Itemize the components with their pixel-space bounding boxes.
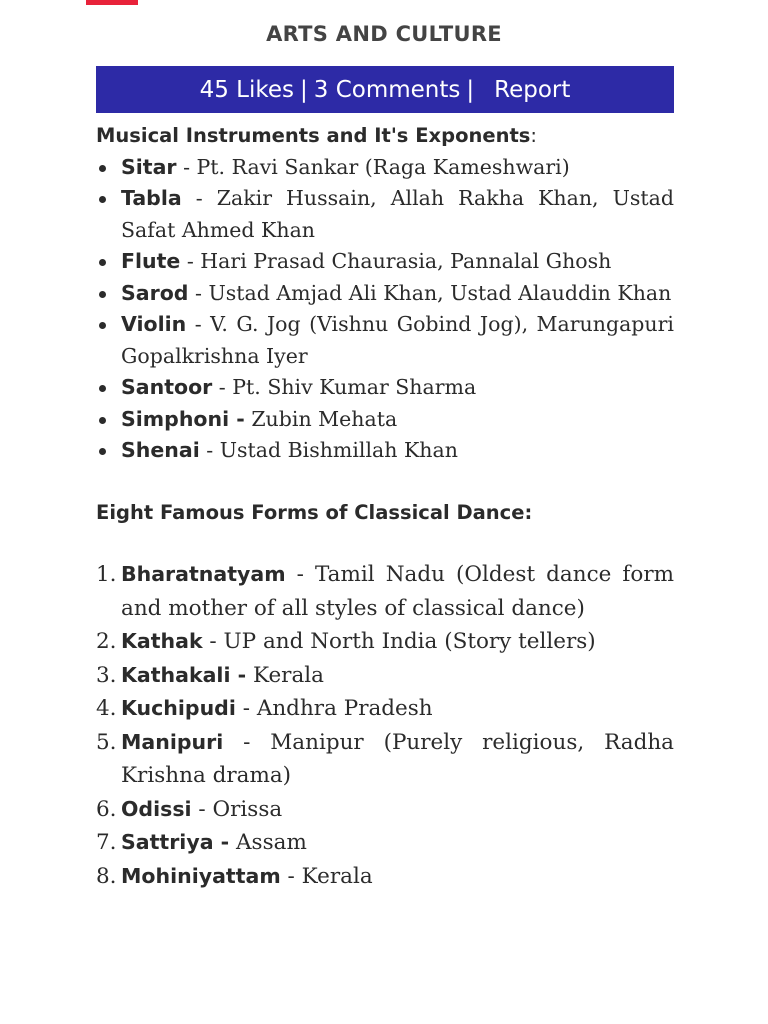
stats-separator: | — [300, 76, 308, 103]
instrument-name: Flute — [121, 249, 181, 273]
article-body — [96, 120, 674, 893]
dances-list — [96, 558, 674, 893]
likes-count[interactable]: 45 Likes — [199, 76, 295, 103]
list-item: Sitar - Pt. Ravi Sankar (Raga Kameshwari) — [96, 152, 674, 184]
dance-name: Kathak — [121, 629, 203, 653]
section-spacer — [96, 528, 674, 558]
instrument-exponents: Pt. Ravi Sankar (Raga Kameshwari) — [196, 154, 570, 179]
dance-name: Kuchipudi — [121, 696, 236, 720]
instrument-name: Sitar — [121, 154, 177, 179]
list-number: 3. — [96, 662, 117, 688]
instrument-name: Santoor — [121, 375, 213, 399]
dance-name: Kathakali - — [121, 662, 247, 687]
instrument-name: Simphoni - — [121, 406, 245, 431]
list-number: 7. — [96, 830, 117, 855]
list-item: 5. Manipuri - Manipur (Purely religious, Radha Krishna drama) — [96, 726, 674, 793]
list-number: 1. — [96, 562, 117, 587]
list-item: Sarod - Ustad Amjad Ali Khan, Ustad Alauddin Khan — [96, 278, 674, 310]
stats-bar — [96, 66, 674, 113]
stats-separator: | — [466, 76, 475, 103]
dance-region: Andhra Pradesh — [256, 696, 433, 721]
page-title: ARTS AND CULTURE — [266, 22, 502, 46]
bullet-icon — [99, 448, 106, 455]
bullet-icon — [99, 322, 106, 329]
dance-region: Orissa — [212, 796, 283, 822]
list-number: 2. — [96, 629, 117, 654]
list-item — [96, 659, 674, 693]
instrument-exponents: Ustad Amjad Ali Khan, Ustad Alauddin Khan — [208, 280, 672, 305]
list-item: Shenai - Ustad Bishmillah Khan — [96, 435, 674, 467]
dance-region: Manipur (Purely religious, Radha Krishna drama) — [121, 729, 674, 788]
bullet-icon — [99, 385, 106, 392]
list-item — [96, 826, 674, 860]
instruments-list — [96, 152, 674, 467]
dance-region: UP and North India (Story tellers) — [223, 629, 596, 654]
instrument-exponents: Zubin Mehata — [251, 406, 398, 431]
dance-name: Bharatnatyam — [121, 562, 286, 586]
dance-region: Assam — [236, 830, 307, 855]
instrument-exponents: Pt. Shiv Kumar Sharma — [232, 375, 477, 399]
bullet-icon — [99, 417, 106, 424]
dance-name: Mohiniyattam — [121, 863, 281, 888]
list-item: Violin - V. G. Jog (Vishnu Gobind Jog), Marungapuri Gopalkrishna Iyer — [96, 309, 674, 372]
top-accent-mark — [86, 0, 138, 5]
list-number: 6. — [96, 796, 117, 822]
list-number: 5. — [96, 729, 117, 755]
dance-region: Tamil Nadu (Oldest dance form and mother of all styles of classical dance) — [121, 562, 674, 621]
list-item: 4. Kuchipudi - Andhra Pradesh — [96, 692, 674, 726]
report-link[interactable]: Report — [494, 76, 571, 103]
bullet-icon — [99, 196, 106, 203]
instrument-name: Sarod — [121, 280, 189, 305]
list-item: 6. Odissi - Orissa — [96, 793, 674, 827]
bullet-icon — [99, 165, 106, 172]
instrument-exponents: Zakir Hussain, Allah Rakha Khan, Ustad Safat Ahmed Khan — [121, 186, 674, 242]
instrument-exponents: Hari Prasad Chaurasia, Pannalal Ghosh — [200, 249, 612, 273]
list-number: 8. — [96, 863, 117, 889]
list-item: 8. Mohiniyattam - Kerala — [96, 860, 674, 894]
list-item: 1. Bharatnatyam - Tamil Nadu (Oldest dance form and mother of all styles of classical dance) — [96, 558, 674, 625]
instrument-exponents: V. G. Jog (Vishnu Gobind Jog), Marungapuri Gopalkrishna Iyer — [121, 312, 674, 368]
list-item — [96, 404, 674, 436]
instrument-name: Shenai — [121, 438, 200, 462]
dance-name: Manipuri — [121, 729, 224, 754]
dances-heading: Eight Famous Forms of Classical Dance: — [96, 500, 533, 524]
comments-count[interactable]: 3 Comments — [313, 76, 461, 103]
list-item: 2. Kathak - UP and North India (Story tellers) — [96, 625, 674, 659]
list-item: Flute - Hari Prasad Chaurasia, Pannalal Ghosh — [96, 246, 674, 278]
dance-name: Sattriya - — [121, 830, 230, 854]
dance-region: Kerala — [252, 662, 324, 688]
dance-region: Kerala — [301, 863, 373, 889]
dance-name: Odissi — [121, 796, 192, 821]
instrument-name: Violin — [121, 312, 187, 336]
instruments-heading: Musical Instruments and It's Exponents: — [96, 124, 537, 147]
list-number: 4. — [96, 696, 117, 721]
list-item: Tabla - Zakir Hussain, Allah Rakha Khan, Ustad Safat Ahmed Khan — [96, 183, 674, 246]
section-spacer — [96, 467, 674, 497]
bullet-icon — [99, 259, 106, 266]
instrument-name: Tabla — [121, 186, 182, 210]
bullet-icon — [99, 291, 106, 298]
list-item: Santoor - Pt. Shiv Kumar Sharma — [96, 372, 674, 404]
instrument-exponents: Ustad Bishmillah Khan — [219, 438, 458, 462]
